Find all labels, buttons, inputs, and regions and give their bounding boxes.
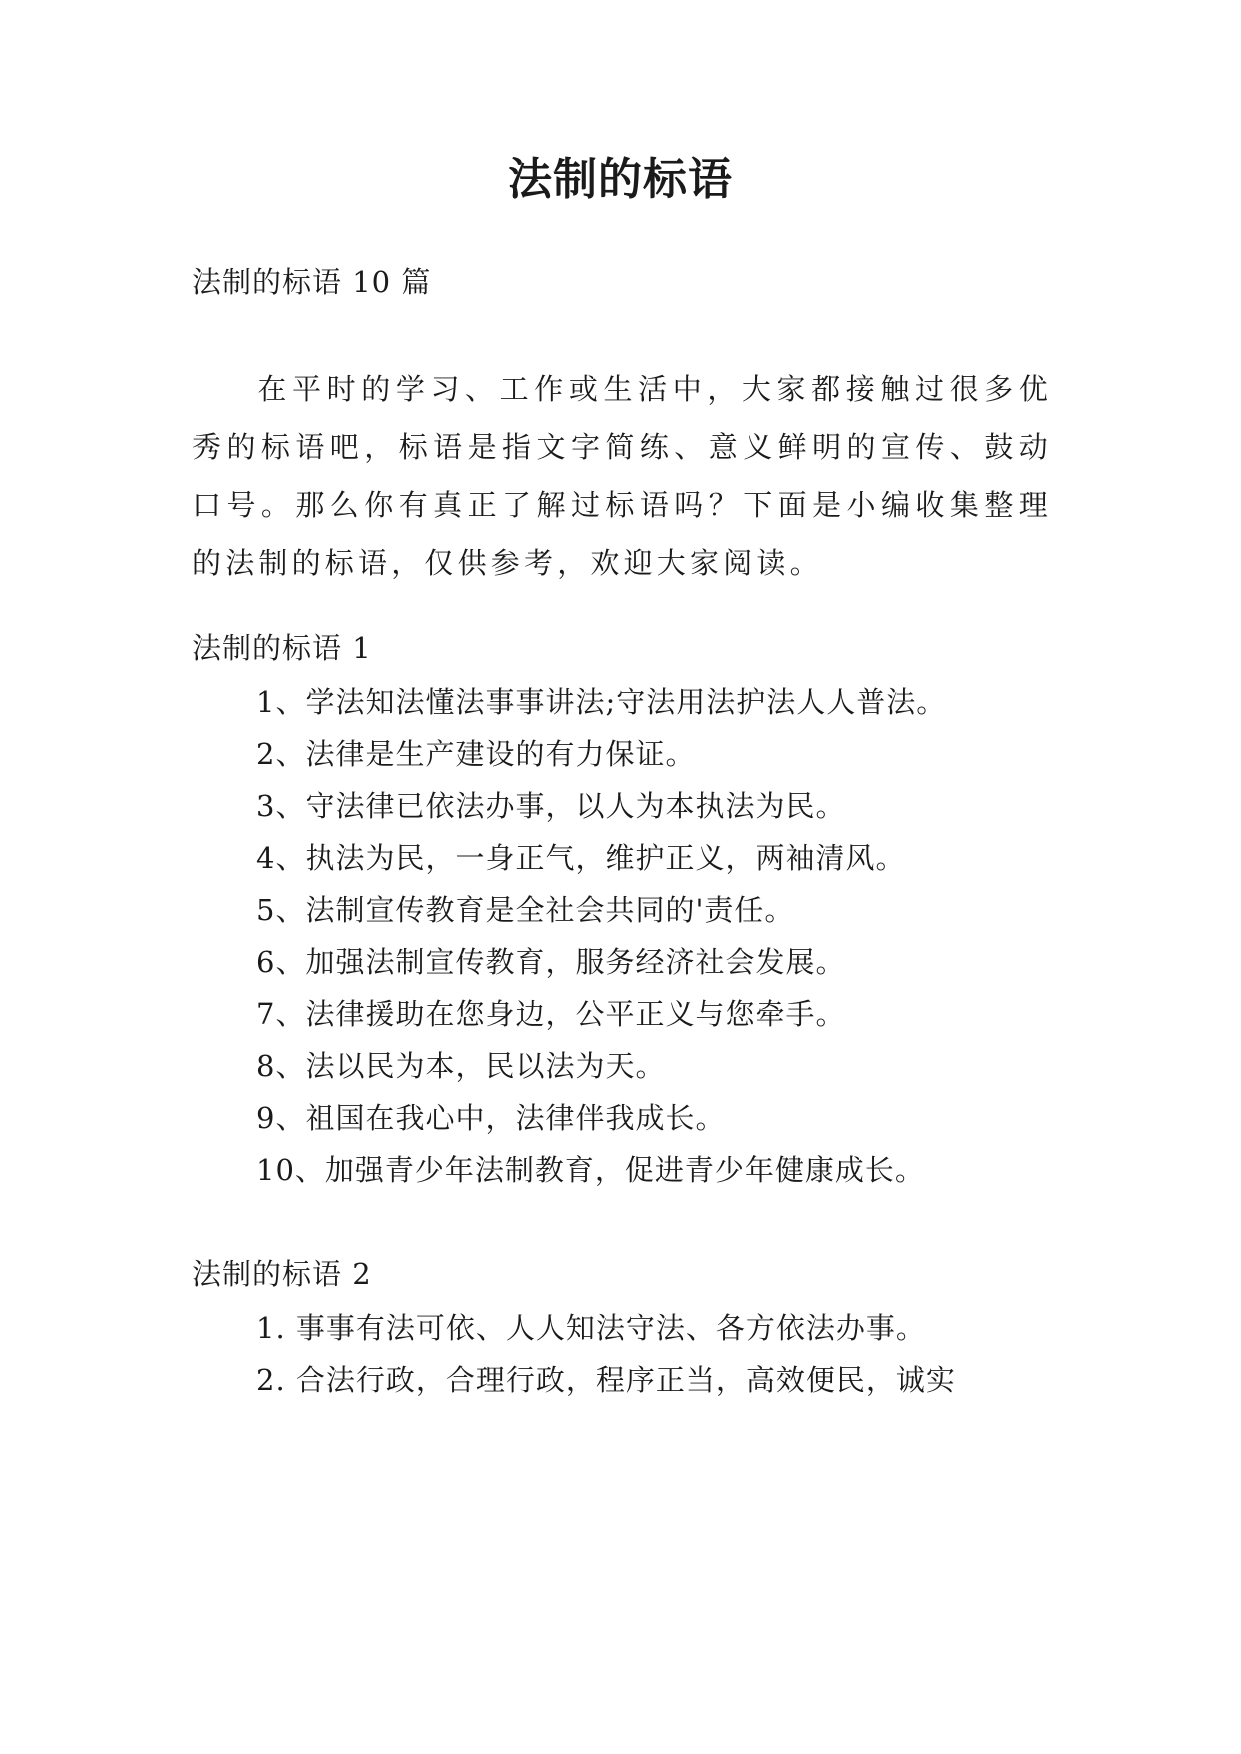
section-heading: 法制的标语 1 [192, 631, 372, 665]
list-item: 6、加强法制宣传教育，服务经济社会发展。 [256, 945, 846, 979]
list-item: 8、法以民为本，民以法为天。 [256, 1049, 666, 1083]
list-item: 3、守法律已依法办事，以人为本执法为民。 [256, 789, 846, 823]
intro-text: 在平时的学习、工作或生活中，大家都接触过很多优秀的标语吧，标语是指文字简练、意义鲜明的宣传、鼓动口号。那么你有真正了解过标语吗？下面是小编收集整理的法制的标语，仅供参考，欢迎大家阅读。 [192, 372, 1052, 580]
list-item: 5、法制宣传教育是全社会共同的'责任。 [256, 893, 795, 927]
list-item: 4、执法为民，一身正气，维护正义，两袖清风。 [256, 841, 906, 875]
list-item: 1. 事事有法可依、人人知法守法、各方依法办事。 [256, 1311, 926, 1345]
page-title: 法制的标语 [508, 154, 733, 205]
list-item: 7、法律援助在您身边，公平正义与您牵手。 [256, 997, 846, 1031]
section-heading: 法制的标语 2 [192, 1257, 372, 1291]
list-item: 2、法律是生产建设的有力保证。 [256, 737, 696, 771]
subtitle: 法制的标语 10 篇 [192, 265, 432, 299]
intro-paragraph [192, 360, 1052, 592]
list-item: 1、学法知法懂法事事讲法;守法用法护法人人普法。 [256, 685, 947, 719]
list-item: 2. 合法行政，合理行政，程序正当，高效便民，诚实 [256, 1363, 956, 1397]
list-item: 10、加强青少年法制教育，促进青少年健康成长。 [256, 1153, 925, 1187]
list-item: 9、祖国在我心中，法律伴我成长。 [256, 1101, 726, 1135]
